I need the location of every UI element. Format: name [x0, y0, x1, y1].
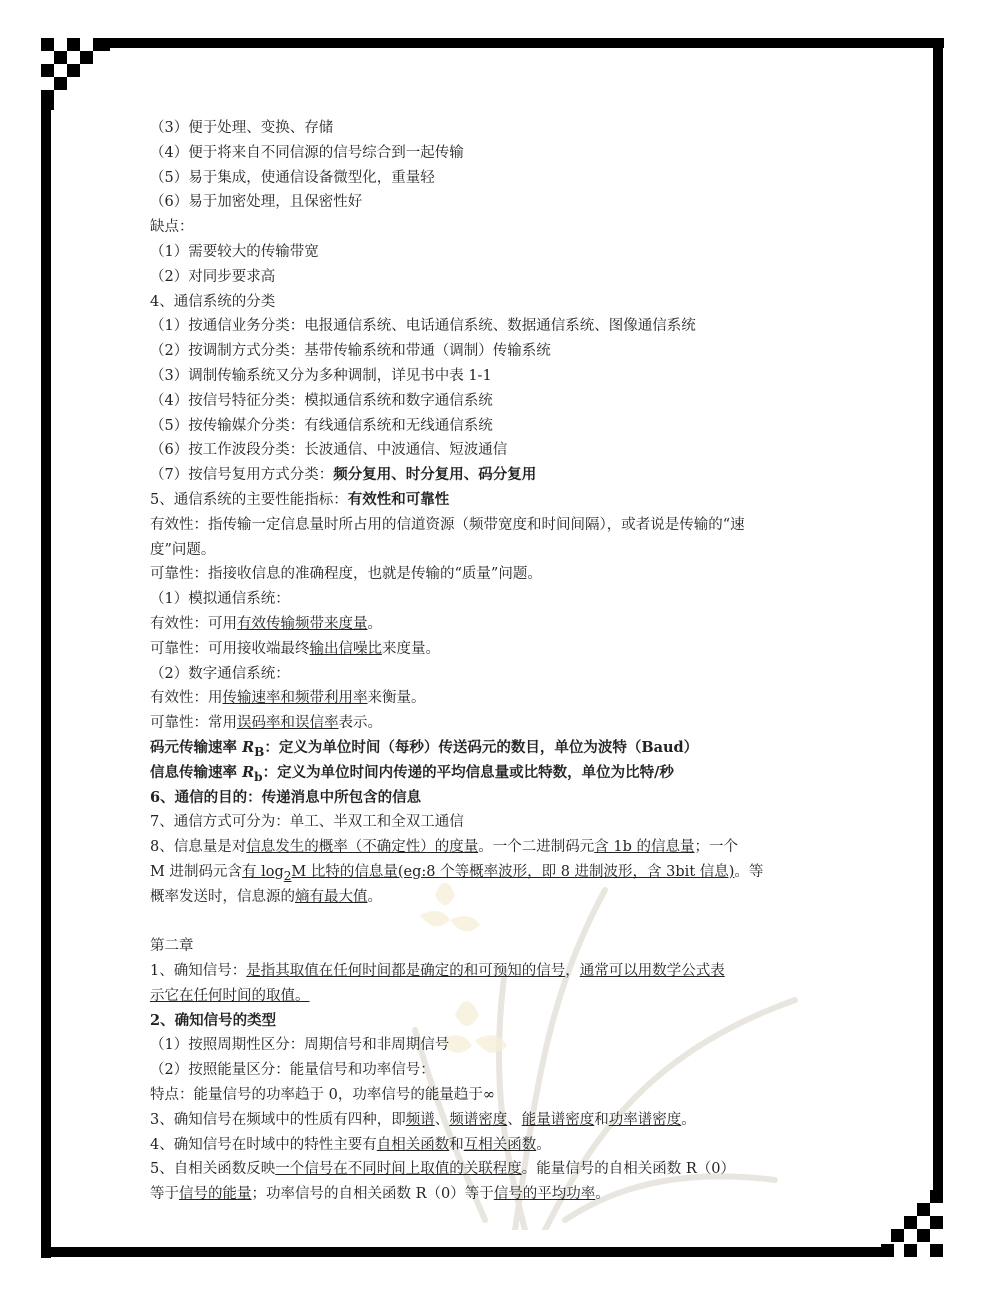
text-line: （2）按照能量区分：能量信号和功率信号： [150, 1062, 435, 1079]
text-line: （1）模拟通信系统： [150, 591, 290, 608]
text-line: 缺点： [150, 219, 194, 236]
text-line: （5）易于集成，使通信设备微型化，重量轻 [150, 169, 435, 186]
blank-line [150, 910, 820, 935]
text-line: 7、通信方式可分为：单工、半双工和全双工通信 [150, 814, 464, 831]
text-line: M 进制码元含有 $\log_2M$ 比特的信息量(eg:8 个等概率波形，即 8 进制波形，含 3bit 信息)。等 [150, 863, 764, 883]
text-line: 可靠性：可用接收端最终输出信噪比来度量。 [150, 640, 440, 657]
text-line: （4）便于将来自不同信源的信号综合到一起传输 [150, 144, 464, 161]
text-line: （4）按信号特征分类：模拟通信系统和数字通信系统 [150, 392, 493, 409]
text-line: 度”问题。 [150, 541, 216, 558]
text-line: 可靠性：常用误码率和误信率表示。 [150, 715, 382, 732]
text-line: 8、信息量是对信息发生的概率（不确定性）的度量。一个二进制码元含 1b 的信息量；一个 [150, 839, 738, 856]
section-heading: 5、通信系统的主要性能指标：有效性和可靠性 [150, 490, 450, 508]
text-line: 有效性：用传输速率和频带利用率来衡量。 [150, 690, 426, 707]
text-line: （1）按通信业务分类：电报通信系统、电话通信系统、数据通信系统、图像通信系统 [150, 318, 696, 335]
text-line: （3）便于处理、变换、存储 [150, 120, 334, 136]
text-line: 等于信号的能量；功率信号的自相关函数 R（0）等于信号的平均功率。 [150, 1186, 610, 1203]
text-line: （5）按传输媒介分类：有线通信系统和无线通信系统 [150, 417, 493, 434]
text-line: 概率发送时，信息源的熵有最大值。 [150, 888, 382, 905]
text-line: 有效性：指传输一定信息量时所占用的信道资源（频带宽度和时间间隔），或者说是传输的“速 [150, 516, 745, 533]
definition-line: 码元传输速率 $R_B$：定义为单位时间（每秒）传送码元的数目，单位为波特（Baud） [150, 738, 699, 759]
section-heading: 4、通信系统的分类 [150, 293, 276, 310]
text-line: （2）对同步要求高 [150, 268, 276, 285]
text-line: （6）按工作波段分类：长波通信、中波通信、短波通信 [150, 442, 508, 459]
text-line: （6）易于加密处理，且保密性好 [150, 194, 363, 211]
text-line: （2）按调制方式分类：基带传输系统和带通（调制）传输系统 [150, 343, 551, 360]
text-line: （7）按信号复用方式分类：频分复用、时分复用、码分复用 [150, 466, 537, 484]
text-line: （3）调制传输系统又分为多种调制，详见书中表 1-1 [150, 367, 492, 384]
text-line: 3、确知信号在频域中的性质有四种，即频谱、频谱密度、能量谱密度和功率谱密度。 [150, 1111, 696, 1128]
text-line: 示它在任何时间的取值。 [150, 987, 310, 1004]
text-line: 可靠性：指接收信息的准确程度，也就是传输的“质量”问题。 [150, 566, 542, 583]
text-line: 特点：能量信号的功率趋于 0，功率信号的能量趋于∞ [150, 1087, 495, 1104]
definition-line: 信息传输速率 $R_b$：定义为单位时间内传递的平均信息量或比特数，单位为比特/秒 [150, 763, 674, 784]
text-line: 有效性：可用有效传输频带来度量。 [150, 615, 382, 632]
text-line: 5、自相关函数反映一个信号在不同时间上取值的关联程度。能量信号的自相关函数 R（0） [150, 1161, 735, 1178]
frame-right-bar [933, 38, 943, 1190]
text-line: 1、确知信号：是指其取值在任何时间都是确定的和可预知的信号，通常可以用数学公式表 [150, 963, 725, 980]
text-line: 6、通信的目的：传递消息中所包含的信息 [150, 788, 422, 806]
section-heading: 2、确知信号的类型 [150, 1011, 277, 1029]
frame-left-bar [41, 110, 51, 1258]
text-line: 4、确知信号在时域中的特性主要有自相关函数和互相关函数。 [150, 1136, 551, 1153]
text-line: （2）数字通信系统： [150, 665, 290, 682]
frame-top-bar [110, 38, 944, 48]
document-body [150, 116, 820, 1207]
text-line: （1）需要较大的传输带宽 [150, 243, 319, 260]
frame-bottom-bar [41, 1247, 881, 1257]
chapter-heading: 第二章 [150, 938, 194, 955]
text-line: （1）按照周期性区分：周期信号和非周期信号 [150, 1037, 450, 1054]
